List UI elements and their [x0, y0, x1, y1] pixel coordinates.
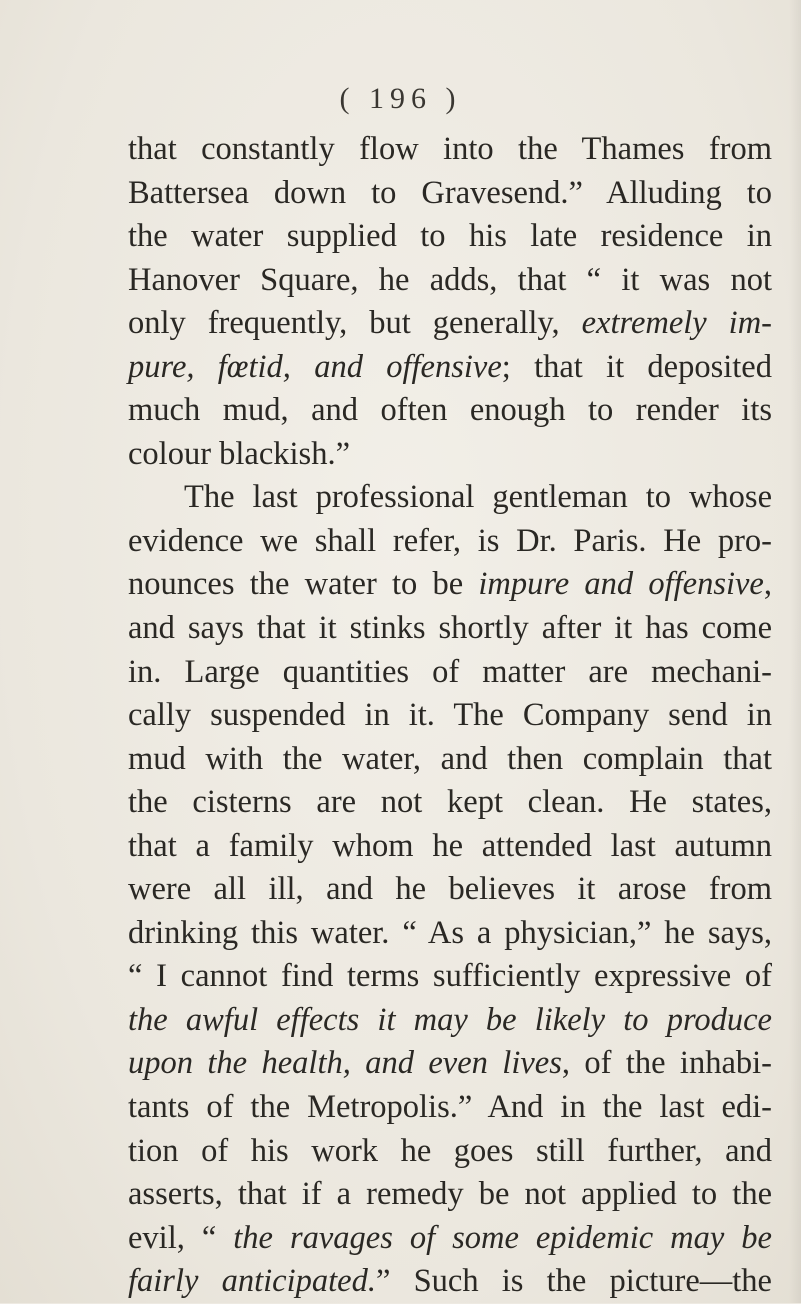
text-segment: tion of his work he goes still further, and	[128, 1132, 772, 1169]
text-line	[128, 1042, 772, 1086]
text-line	[128, 346, 772, 390]
text-segment: nounces the water to be	[128, 566, 479, 603]
text-segment: ,	[763, 566, 772, 603]
text-line	[128, 1260, 772, 1304]
text-segment: , of the inhabi-	[561, 1045, 772, 1082]
text-line	[128, 694, 772, 738]
page-edge-shadow	[789, 0, 801, 1303]
text-line	[128, 999, 772, 1043]
text-line	[128, 607, 772, 651]
text-segment: the water supplied to his late residence in	[128, 218, 772, 255]
text-line	[128, 912, 772, 956]
text-segment: in. Large quantities of matter are mechani-	[128, 653, 772, 690]
text-line	[128, 1173, 772, 1217]
text-segment: that constantly flow into the Thames from	[128, 131, 772, 167]
text-segment: mud with the water, and then complain that	[128, 740, 772, 777]
body-text	[128, 128, 772, 1304]
text-line	[128, 1130, 772, 1174]
text-line	[128, 955, 772, 999]
text-line	[128, 389, 772, 433]
text-line	[128, 781, 772, 825]
text-segment: were all ill, and he believes it arose from	[128, 871, 772, 908]
text-segment: Hanover Square, he adds, that “ it was not	[128, 261, 772, 298]
text-line	[128, 868, 772, 912]
italic-text: impure and offensive	[478, 566, 764, 603]
page-number: ( 196 )	[339, 82, 462, 115]
italic-text: fairly anticipated.	[128, 1263, 376, 1300]
text-line	[128, 651, 772, 695]
text-line	[128, 128, 772, 172]
italic-text: upon the health, and even lives	[128, 1045, 562, 1082]
text-line	[128, 302, 772, 346]
text-segment: ; that it deposited	[501, 348, 772, 385]
text-line	[128, 172, 772, 216]
text-line	[128, 476, 772, 520]
text-line	[128, 520, 772, 564]
text-segment: evil, “	[128, 1219, 234, 1256]
text-segment: evidence we shall refer, is Dr. Paris. He pro-	[128, 522, 772, 559]
text-line	[128, 1217, 772, 1261]
text-segment: colour blackish.”	[128, 435, 351, 472]
text-segment: asserts, that if a remedy be not applied to the	[128, 1176, 772, 1213]
italic-text: pure, fœtid, and offensive	[128, 348, 502, 385]
italic-text: the awful effects it may be likely to produce	[128, 1001, 772, 1038]
italic-text: the ravages of some epidemic may be	[233, 1219, 772, 1256]
text-line	[128, 433, 772, 477]
text-line	[128, 738, 772, 782]
text-segment: Battersea down to Gravesend.” Alluding to	[128, 174, 772, 211]
text-segment: and says that it stinks shortly after it has come	[128, 610, 772, 647]
text-line	[128, 563, 772, 607]
text-line	[128, 215, 772, 259]
text-segment: The last professional gentleman to whose	[184, 479, 772, 516]
text-line	[128, 825, 772, 869]
text-segment: drinking this water. “ As a physician,” he says,	[128, 914, 772, 951]
text-segment: that a family whom he attended last autumn	[128, 827, 772, 864]
text-segment: only frequently, but generally,	[128, 305, 582, 342]
text-line	[128, 259, 772, 303]
text-segment: ” Such is the picture—the	[375, 1263, 772, 1300]
text-segment: tants of the Metropolis.” And in the last edi-	[128, 1089, 772, 1126]
text-segment: the cisterns are not kept clean. He states,	[128, 784, 772, 821]
italic-text: extremely im-	[581, 305, 772, 342]
text-segment: cally suspended in it. The Company send in	[128, 697, 772, 734]
text-line	[128, 1086, 772, 1130]
text-segment: “ I cannot find terms sufficiently expressive of	[128, 958, 772, 995]
text-segment: much mud, and often enough to render its	[128, 392, 772, 429]
